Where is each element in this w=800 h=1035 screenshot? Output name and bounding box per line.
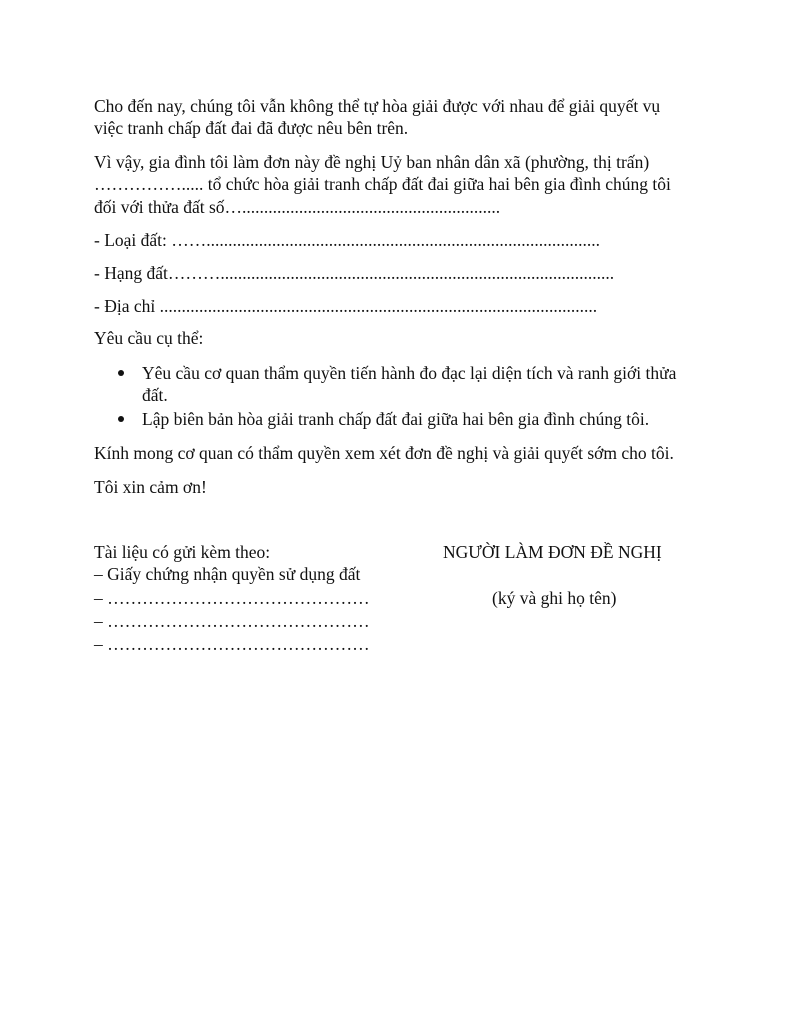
request-item-1-line-1: Yêu cầu cơ quan thẩm quyền tiến hành đo đạc lại diện tích và ranh giới thửa <box>142 363 677 383</box>
closing-thanks: Tôi xin cảm ơn! <box>94 477 207 497</box>
field-dia-chi: - Địa chỉ .................................................................................................... <box>94 296 598 316</box>
bullet-icon <box>118 416 124 422</box>
attachment-item: – ……………………………………… <box>94 634 370 654</box>
field-hang-dat: - Hạng đất……….......................................................................................... <box>94 263 615 283</box>
signature-note: (ký và ghi họ tên) <box>492 588 617 608</box>
paragraph-1-line-2: việc tranh chấp đất đai đã được nêu bên trên. <box>94 118 409 138</box>
attachment-item: – ……………………………………… <box>94 588 370 608</box>
attachment-item: – Giấy chứng nhận quyền sử dụng đất <box>94 564 361 584</box>
paragraph-2-line-1: Vì vậy, gia đình tôi làm đơn này đề nghị Uỷ ban nhân dân xã (phường, thị trấn) <box>94 152 650 172</box>
field-loai-dat: - Loại đất: …….......................................................................................... <box>94 230 601 250</box>
closing-plea: Kính mong cơ quan có thẩm quyền xem xét đơn đề nghị và giải quyết sớm cho tôi. <box>94 443 674 463</box>
attachments-heading: Tài liệu có gửi kèm theo: <box>94 542 271 562</box>
paragraph-1-line-1: Cho đến nay, chúng tôi vẫn không thể tự hòa giải được với nhau để giải quyết vụ <box>94 96 661 116</box>
request-item-1-line-2: đất. <box>142 385 168 405</box>
paragraph-2-line-3: đối với thửa đất số…........................................................... <box>94 197 501 217</box>
requests-heading: Yêu cầu cụ thể: <box>94 328 204 348</box>
bullet-icon <box>118 370 124 376</box>
attachment-item: – ……………………………………… <box>94 611 370 631</box>
paragraph-2-line-2: ……………..... tổ chức hòa giải tranh chấp đất đai giữa hai bên gia đình chúng tôi <box>94 174 671 194</box>
signature-title: NGƯỜI LÀM ĐƠN ĐỀ NGHỊ <box>443 542 662 562</box>
request-item-2-text: Lập biên bản hòa giải tranh chấp đất đai giữa hai bên gia đình chúng tôi. <box>142 409 650 429</box>
